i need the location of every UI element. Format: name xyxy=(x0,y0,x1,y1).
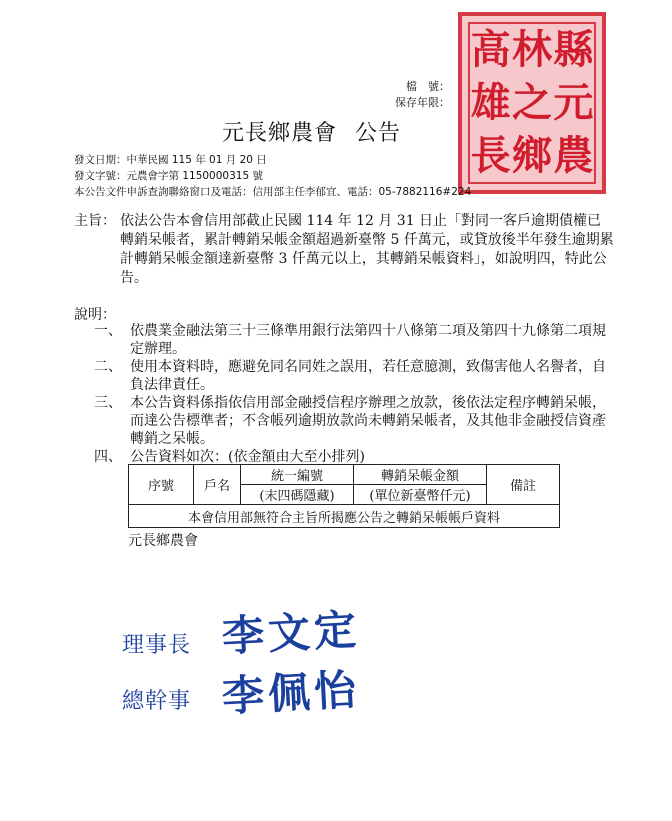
seal-char: 元 xyxy=(553,78,594,126)
explanation-item xyxy=(74,394,614,448)
seal-char: 鄉 xyxy=(511,131,552,179)
explanation-item xyxy=(74,358,614,394)
subject-block xyxy=(74,212,614,288)
retention-label: 保存年限： xyxy=(395,96,450,109)
subject-label: 主旨： xyxy=(74,213,116,229)
issue-date: 發文日期：中華民國 115 年 01 月 20 日 xyxy=(74,154,267,166)
writeoff-table xyxy=(128,464,560,528)
item-text: 本公告資料係指依信用部金融授信程序辦理之放款，後依法定程序轉銷呆帳，而達公告標準者；不含帳列逾期放款尚未轉銷呆帳者，及其他非金融授信資產轉銷之呆帳。 xyxy=(130,395,606,447)
contact-info: 本公告文件申訴查詢聯絡窗口及電話：信用部主任李郁宜、電話：05-7882116#224 xyxy=(74,186,472,198)
org-name: 元長鄉農會 xyxy=(222,121,338,146)
col-id-header: 統一編號 xyxy=(241,465,354,485)
col-note-header: 備註 xyxy=(487,465,560,505)
item-number: 一、 xyxy=(94,323,122,339)
col-seq-header: 序號 xyxy=(129,465,194,505)
col-amount-header: 轉銷呆帳金額 xyxy=(354,465,487,485)
col-amount-subheader: (單位新臺幣仟元) xyxy=(354,485,487,505)
item-number: 三、 xyxy=(94,395,122,411)
explanation-label: 說明： xyxy=(74,307,116,323)
footer-org: 元長鄉農會 xyxy=(128,533,198,549)
reference-number: 發文字號：元農會字第 1150000315 號 xyxy=(74,170,263,182)
item-text: 使用本資料時，應避免同名同姓之誤用，若任意臆測，致傷害他人名譽者，自負法律責任。 xyxy=(130,359,606,393)
col-name-header: 戶名 xyxy=(194,465,241,505)
seal-char: 農 xyxy=(553,131,594,179)
item-text: 公告資料如次：(依金額由大至小排列) xyxy=(130,449,365,465)
general-manager-signature: 李佩怡 xyxy=(220,664,362,721)
item-number: 二、 xyxy=(94,359,122,375)
notice-title: 公告 xyxy=(355,121,402,146)
seal-char: 長 xyxy=(470,131,511,179)
official-seal xyxy=(458,12,606,194)
page-title xyxy=(222,116,401,147)
seal-char: 之 xyxy=(511,78,552,126)
seal-char: 林 xyxy=(511,26,552,74)
chairman-title: 理事長 xyxy=(122,633,192,658)
seal-char: 高 xyxy=(470,26,511,74)
seal-char: 縣 xyxy=(553,26,594,74)
col-id-subheader: (末四碼隱藏) xyxy=(241,485,354,505)
general-manager-title: 總幹事 xyxy=(122,689,192,714)
table-empty-row: 本會信用部無符合主旨所揭應公告之轉銷呆帳帳戶資料 xyxy=(129,505,560,528)
subject-text: 依法公告本會信用部截止民國 114 年 12 月 31 日止「對同一客戶逾期債權已轉銷呆帳者，累計轉銷呆帳金額超過新臺幣 5 仟萬元，或貸放後半年發生逾期累計轉銷呆帳金額達新臺幣 3 仟萬元以上，其轉銷呆帳資料」，如說明四，特此公告。 xyxy=(120,213,614,286)
item-text: 依農業金融法第三十三條準用銀行法第四十八條第二項及第四十九條第二項規定辦理。 xyxy=(130,323,606,357)
seal-char: 雄 xyxy=(470,78,511,126)
file-number-label: 檔 號： xyxy=(406,80,450,93)
chairman-signature: 李文定 xyxy=(220,604,362,661)
item-number: 四、 xyxy=(94,449,122,465)
explanation-item xyxy=(74,322,614,358)
